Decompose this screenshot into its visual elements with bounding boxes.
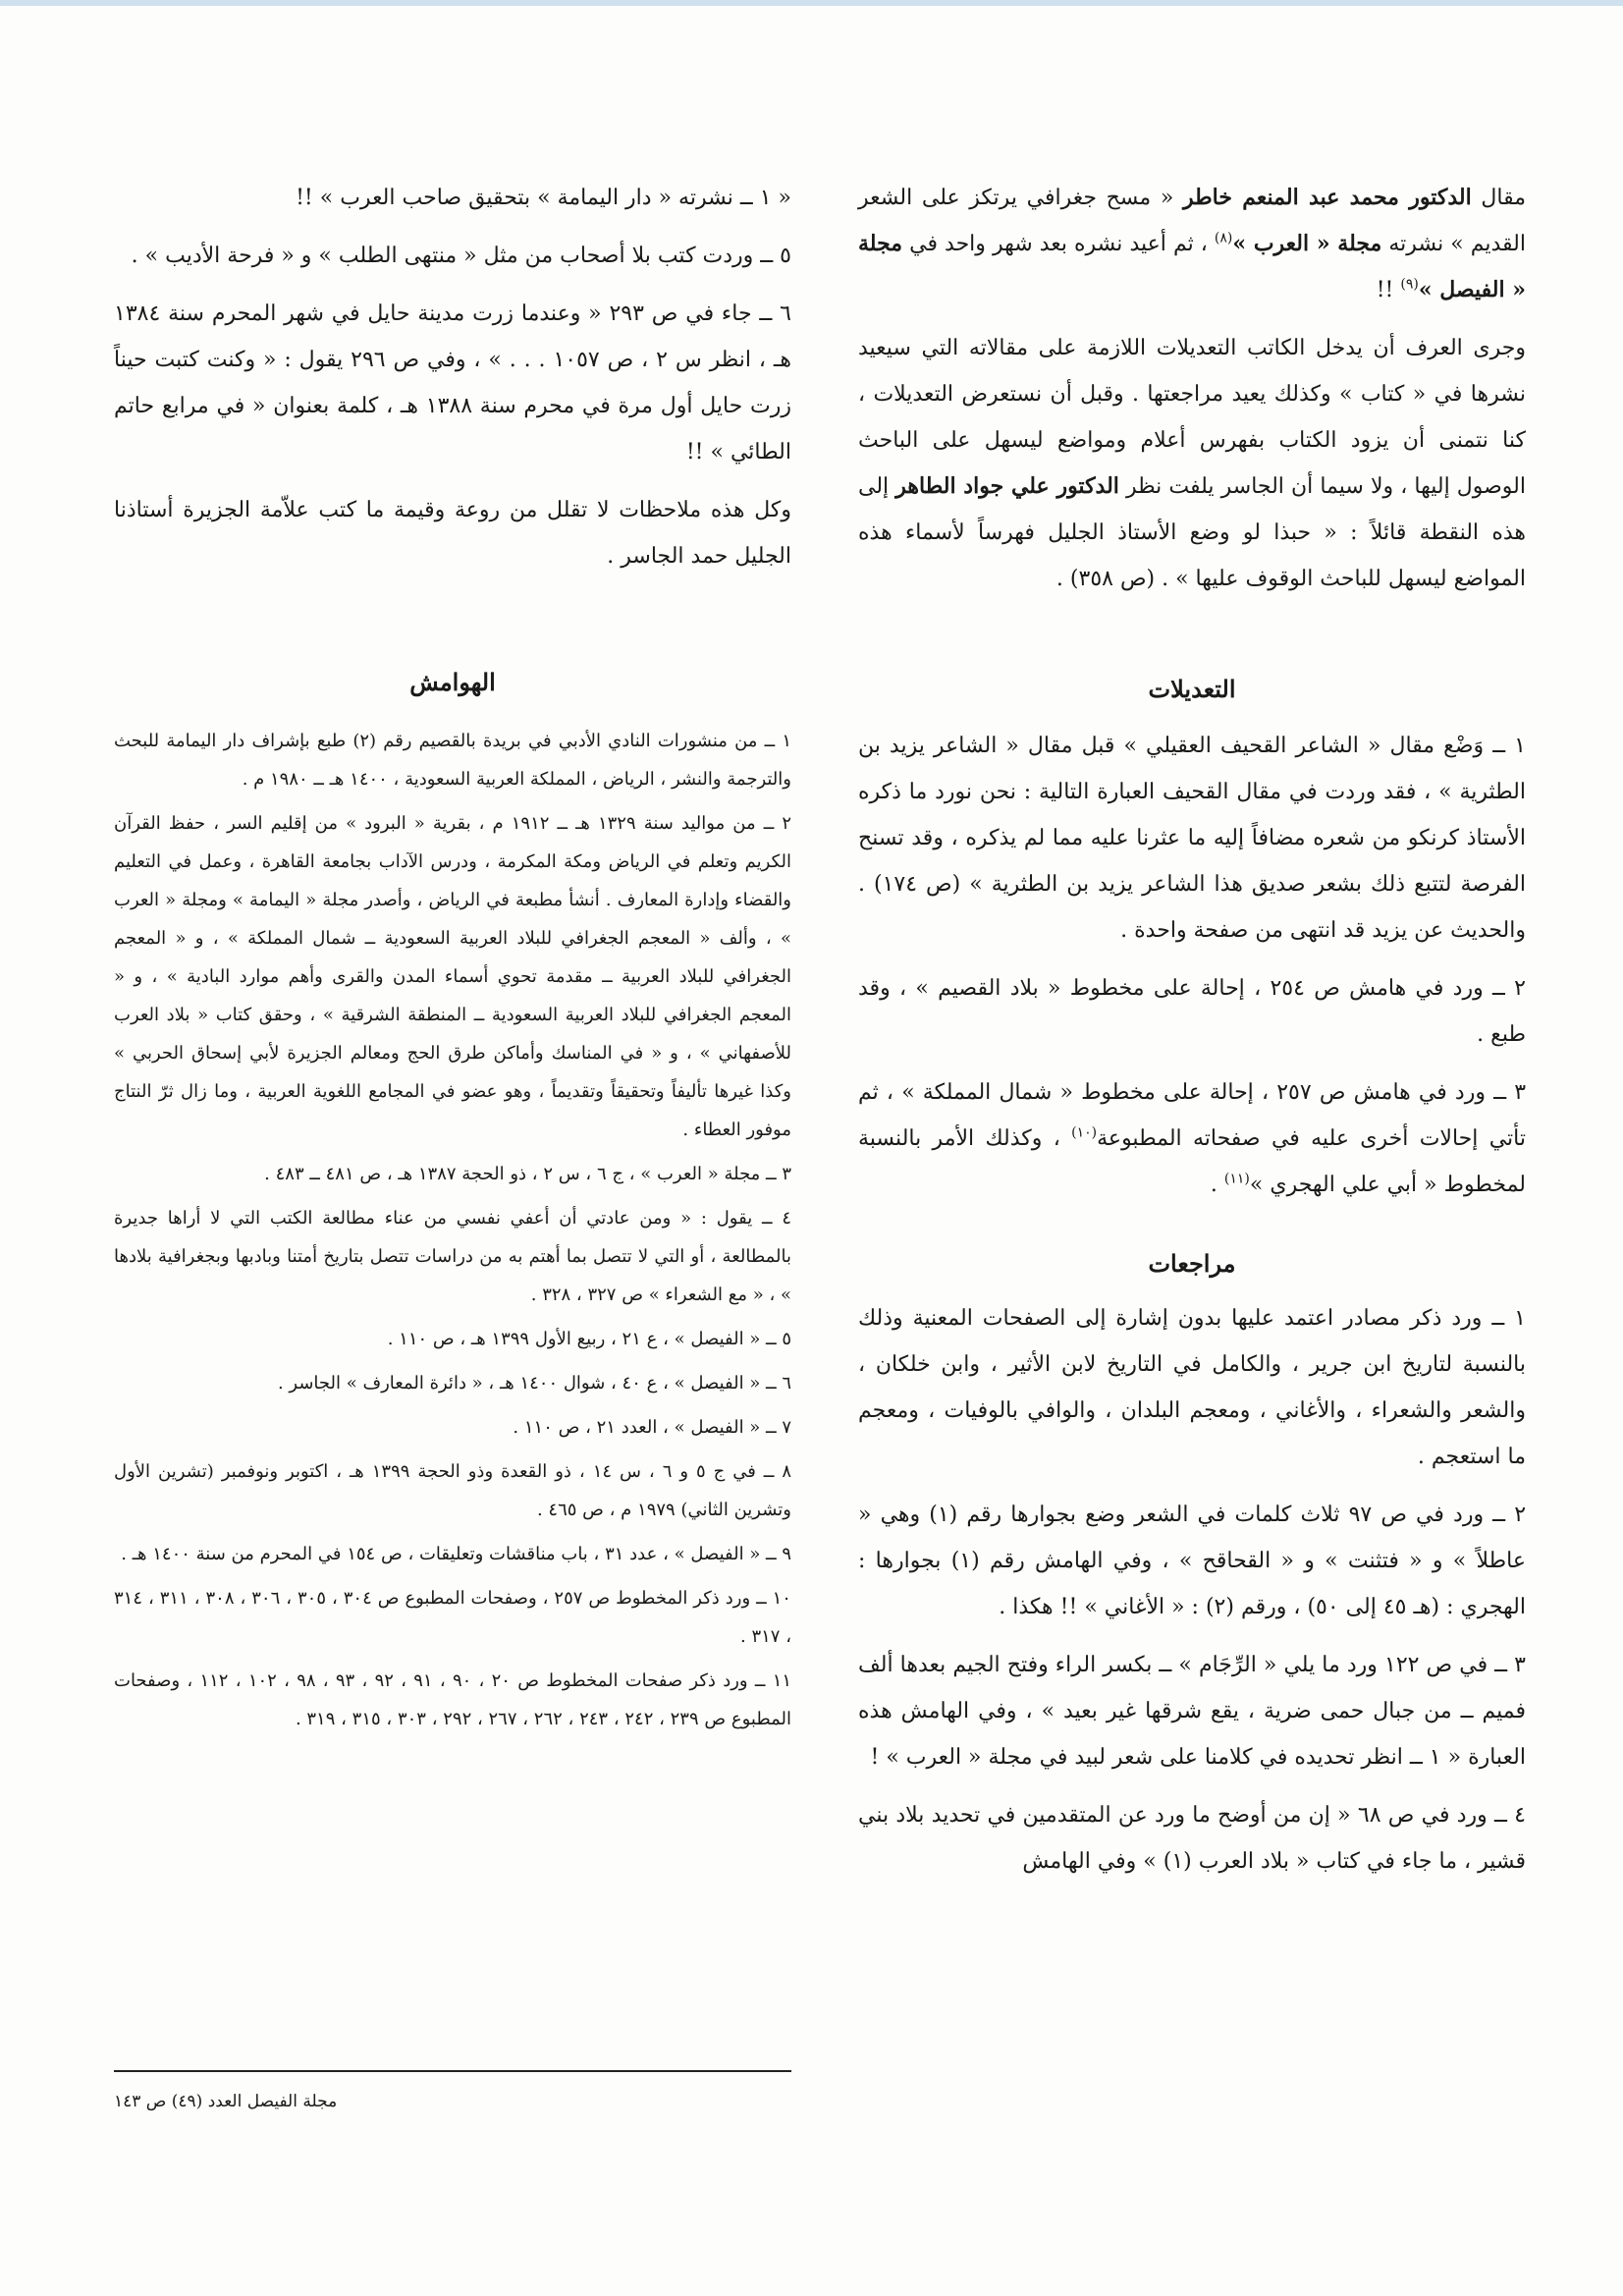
intro-paragraph-1 — [858, 175, 1526, 313]
footnote-item: ٩ ــ « الفيصل » ، عدد ٣١ ، باب مناقشات وتعليقات ، ص ١٥٤ في المحرم من سنة ١٤٠٠ هـ . — [121, 1544, 791, 1564]
reference-item: ٣ ــ في ص ١٢٢ ورد ما يلي « الرِّجَام » ــ بكسر الراء وفتح الجيم بعدها ألف فميم ــ من جبال حمى ضرية ، يقع شرقها غير بعيد » ، وفي الهامش هذه العبارة « ١ ــ انظر تحديده في كلامنا على شعر لبيد في مجلة « العرب » ! — [858, 1653, 1526, 1770]
reference-item: ٢ ــ ورد في ص ٩٧ ثلاث كلمات في الشعر وضع بجوارها رقم (١) وهي « عاطلاً » و « فتثنت » و « القحاقح » ، وفي الهامش رقم (١) بجوارها : الهجري : (هـ ٤٥ إلى ٥٠) ، ورقم (٢) : « الأغاني » !! هكذا . — [858, 1503, 1527, 1619]
amendment-item: ١ ــ وَضْع مقال « الشاعر القحيف العقيلي » قبل مقال « الشاعر يزيد بن الطثرية » ، فقد وردت في مقال القحيف العبارة التالية : نحن نورد ما ذكره الأستاذ كرنكو من شعره مضافاً إليه ما عثرنا عليه مما لم يذكره ، وقد تسنح الفرصة لتتبع ذلك بشعر صديق هذا الشاعر يزيد بن الطثرية » (ص ١٧٤) . والحديث عن يزيد قد انتهى من صفحة واحدة . — [858, 734, 1526, 943]
reference-item: ١ ــ ورد ذكر مصادر اعتمد عليها بدون إشارة إلى الصفحات المعنية وذلك بالنسبة لتاريخ ابن جرير ، والكامل في التاريخ لابن الأثير ، وابن خلكان ، والشعر والشعراء ، والأغاني ، ومعجم البلدان ، والوافي بالوفيات ، ومعجم ما استعجم . — [858, 1306, 1526, 1469]
left-column — [114, 175, 791, 1744]
note-item: ٥ ــ وردت كتب بلا أصحاب من مثل « منتهى الطلب » و « فرحة الأديب » . — [131, 244, 791, 268]
journal-name: مجلة « العرب » — [1232, 231, 1382, 256]
journal-name: مجلة « الفيصل » — [858, 231, 1526, 302]
footnote-item: ١ ــ من منشورات النادي الأدبي في بريدة بالقصيم رقم (٢) طبع بإشراف دار اليمامة للبحث والترجمة والنشر ، الرياض ، المملكة العربية السعودية ، ١٤٠٠ هـ ــ ١٩٨٠ م . — [114, 731, 791, 790]
page-footer: مجلة الفيصل العدد (٤٩) ص ١٤٣ — [114, 2092, 338, 2111]
amendment-item: ٢ ــ ورد في هامش ص ٢٥٤ ، إحالة على مخطوط « بلاد القصيم » ، وقد طبع . — [858, 976, 1526, 1047]
footnote-item: ٤ ــ يقول : « ومن عادتي أن أعفي نفسي من عناء مطالعة الكتب التي لا أراها جديرة بالمطالعة ، أو التي لا تتصل بما أهتم به من دراسات تتصل بتاريخ أمتنا وبادبها وبجغرافية بلادها » ، « مع الشعراء » ص ٣٢٧ ، ٣٢٨ . — [114, 1208, 791, 1305]
intro-text: ، ثم أعيد نشره بعد شهر واحد في — [909, 232, 1208, 256]
footnote-item: ٣ ــ مجلة « العرب » ، ج ٦ ، س ٢ ، ذو الحجة ١٣٨٧ هـ ، ص ٤٨١ ــ ٤٨٣ . — [264, 1164, 791, 1184]
intro-text: مقال — [1481, 186, 1527, 210]
footnote-item: ٥ ــ « الفيصل » ، ع ٢١ ، ربيع الأول ١٣٩٩ هـ ، ص ١١٠ . — [387, 1329, 791, 1349]
footer-rule — [114, 2070, 791, 2072]
closing-paragraph: وكل هذه ملاحظات لا تقلل من روعة وقيمة ما كتب علاّمة الجزيرة أستاذنا الجليل حمد الجاسر . — [114, 498, 791, 569]
intro-paragraph-2 — [858, 325, 1526, 602]
intro-text: « مسح جغرافي يرتكز على الشعر القديم » نشرته — [858, 186, 1526, 256]
references-heading: مراجعات — [1148, 1249, 1236, 1278]
footnotes-heading: الهوامش — [409, 668, 496, 696]
person-name: الدكتور علي جواد الطاهر — [895, 473, 1119, 499]
note-item: ٦ ــ جاء في ص ٢٩٣ « وعندما زرت مدينة حايل في شهر المحرم سنة ١٣٨٤ هـ ، انظر س ٢ ، ص ١٠٥٧ . . . » ، وفي ص ٢٩٦ يقول : « وكنت كتبت حيناً زرت حايل أول مرة في محرم سنة ١٣٨٨ هـ ، كلمة بعنوان « في مرابع حاتم الطائي » !! — [114, 301, 792, 465]
author-name: الدكتور محمد عبد المنعم خاطر — [1183, 185, 1472, 210]
footnote-ref: (١١) — [1223, 1171, 1250, 1187]
top-edge-strip — [0, 0, 1623, 6]
footnote-item: ٧ ــ « الفيصل » ، العدد ٢١ ، ص ١١٠ . — [513, 1417, 791, 1438]
amendment-text: ٣ ــ ورد في هامش ص ٢٥٧ ، إحالة على مخطوط « شمال المملكة » ، ثم تأتي إحالات أخرى عليه في صفحاته المطبوعة — [858, 1080, 1527, 1151]
amendments-heading: التعديلات — [1148, 675, 1236, 703]
footnotes-list — [114, 722, 791, 1738]
footnote-ref: (١٠) — [1071, 1124, 1098, 1141]
footnote-ref: (٩) — [1400, 276, 1419, 293]
footnote-item: ٦ ــ « الفيصل » ، ع ٤٠ ، شوال ١٤٠٠ هـ ، « دائرة المعارف » الجاسر . — [277, 1373, 791, 1394]
intro-text: وجرى العرف أن يدخل الكاتب التعديلات اللازمة على مقالاته التي سيعيد نشرها في « كتاب » وكذلك يعيد مراجعتها . وقبل أن نستعرض التعديلات ، كنا نتمنى أن يزود الكتاب بفهرس أعلام ومواضع ليسهل على الباحث الوصول إليها ، ولا سيما أن الجاسر يلفت نظر — [858, 336, 1527, 499]
amendment-text: . — [1210, 1173, 1217, 1197]
footnote-item: ٨ ــ في ج ٥ و ٦ ، س ١٤ ، ذو القعدة وذو الحجة ١٣٩٩ هـ ، اكتوبر ونوفمبر (تشرين الأول وتشرين الثاني) ١٩٧٩ م ، ص ٤٦٥ . — [114, 1461, 791, 1520]
footnote-ref: (٨) — [1214, 230, 1233, 246]
intro-text: إلى هذه النقطة قائلاً : « حبذا لو وضع الأستاذ الجليل فهرساً لأسماء هذه المواضع ليسهل للباحث الوقوف عليها » . (ص ٣٥٨) . — [858, 474, 1526, 591]
footnote-item: ١٠ ــ ورد ذكر المخطوط ص ٢٥٧ ، وصفحات المطبوع ص ٣٠٤ ، ٣٠٥ ، ٣٠٦ ، ٣٠٨ ، ٣١١ ، ٣١٤ ، ٣١٧ . — [114, 1588, 791, 1647]
right-column — [858, 175, 1526, 1896]
footnote-item: ٢ ــ من مواليد سنة ١٣٢٩ هـ ــ ١٩١٢ م ، بقرية « البرود » من إقليم السر ، حفظ القرآن الكريم وتعلم في الرياض ومكة المكرمة ، ودرس الآداب بجامعة القاهرة ، وعمل في التعليم والقضاء وإدارة المعارف . أنشأ مطبعة في الرياض ، وأصدر مجلة « اليمامة » ومجلة « العرب » ، وألف « المعجم الجغرافي للبلاد العربية السعودية ــ شمال المملكة » ، و « المعجم الجغرافي للبلاد العربية ــ مقدمة تحوي أسماء المدن والقرى وأهم موارد البادية » ، و « المعجم الجغرافي للبلاد العربية السعودية ــ المنطقة الشرقية » ، وحقق كتاب « بلاد العرب للأصفهاني » ، و « في المناسك وأماكن طرق الحج ومعالم الجزيرة لأبي إسحاق الحربي » وكذا غيرها تأليفاً وتحقيقاً وتقديماً ، وهو عضو في المجامع اللغوية العربية ، وما زال ثرّ النتاج موفور العطاء . — [114, 813, 792, 1140]
amendment-text: ، وكذلك الأمر بالنسبة لمخطوط « أبي علي الهجري » — [858, 1126, 1526, 1197]
intro-text: !! — [1376, 278, 1394, 302]
footnote-item: ١١ ــ ورد ذكر صفحات المخطوط ص ٢٠ ، ٩٠ ، ٩١ ، ٩٢ ، ٩٣ ، ٩٨ ، ١٠٢ ، ١١٢ ، وصفحات المطبوع ص ٢٣٩ ، ٢٤٢ ، ٢٤٣ ، ٢٦٢ ، ٢٦٧ ، ٢٩٢ ، ٣٠٣ ، ٣١٥ ، ٣١٩ . — [114, 1670, 792, 1729]
note-item: « ١ ــ نشرته « دار اليمامة » بتحقيق صاحب العرب » !! — [296, 186, 791, 210]
reference-item: ٤ ــ ورد في ص ٦٨ « إن من أوضح ما ورد عن المتقدمين في تحديد بلاد بني قشير ، ما جاء في كتاب « بلاد العرب (١) » وفي الهامش — [858, 1803, 1526, 1874]
amendment-item — [858, 1069, 1526, 1208]
